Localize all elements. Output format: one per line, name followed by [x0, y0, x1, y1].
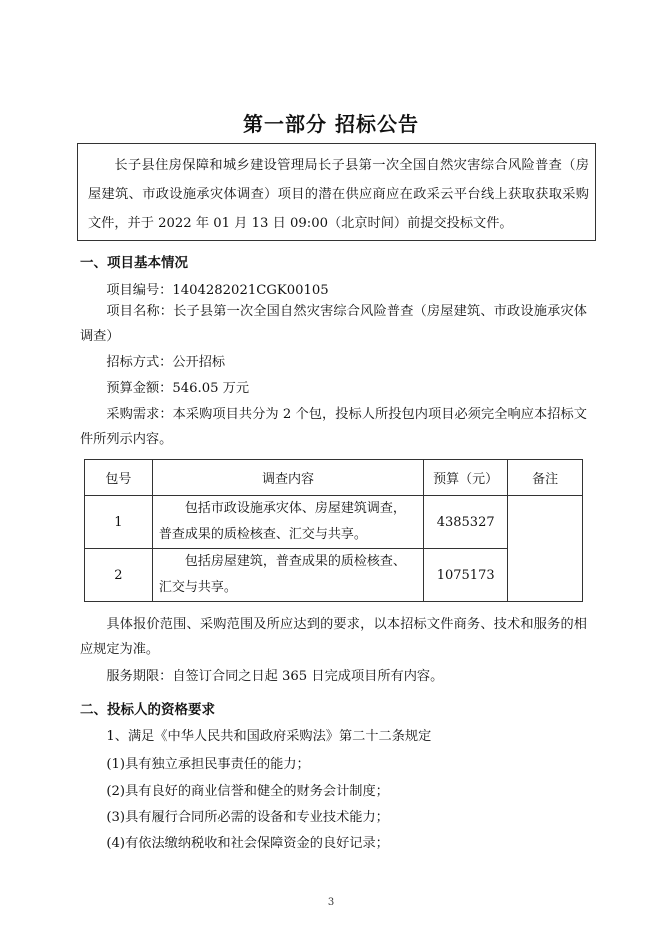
header-remarks: 备注 — [508, 460, 583, 496]
project-name: 项目名称：长子县第一次全国自然灾害综合风险普查（房屋建筑、市政设施承灾体调查） — [80, 304, 587, 344]
budget-cell: 4385327 — [424, 496, 508, 549]
header-content: 调查内容 — [152, 460, 423, 496]
qualification-item: (3)具有履行合同所必需的设备和专业技术能力； — [106, 810, 389, 825]
procurement-demand: 采购需求：本采购项目共分为 2 个包，投标人所投包内项目必须完全响应本招标文件所列示内容。 — [80, 407, 587, 447]
page-title: 第一部分 招标公告 — [243, 112, 419, 136]
qualification-item: (4)有依法缴纳税收和社会保障资金的良好记录； — [106, 836, 389, 851]
section-2-heading: 二、投标人的资格要求 — [80, 702, 215, 718]
service-period: 服务期限：自签订合同之日起 365 日完成项目所有内容。 — [106, 669, 444, 684]
section-1-heading: 一、项目基本情况 — [80, 255, 188, 271]
table-row — [85, 496, 583, 549]
qualification-item: (1)具有独立承担民事责任的能力； — [106, 757, 310, 772]
table-header-row — [85, 460, 583, 496]
qualification-item: 1、满足《中华人民共和国政府采购法》第二十二条规定 — [106, 729, 432, 744]
budget-cell: 1075173 — [424, 549, 508, 602]
content-cell: 包括房屋建筑，普查成果的质检核查、汇交与共享。 — [152, 549, 423, 602]
scope-note: 具体报价范围、采购范围及所应达到的要求，以本招标文件商务、技术和服务的相应规定为准。 — [80, 617, 587, 657]
project-number: 项目编号：1404282021CGK00105 — [106, 283, 329, 298]
header-lot-no: 包号 — [85, 460, 153, 496]
page-number: 3 — [327, 897, 335, 908]
budget-amount: 预算金额：546.05 万元 — [106, 381, 250, 396]
lot-no-cell: 1 — [85, 496, 153, 549]
header-budget: 预算（元） — [424, 460, 508, 496]
remarks-cell — [508, 496, 583, 602]
lots-table — [84, 459, 583, 602]
qualification-item: (2)具有良好的商业信誉和健全的财务会计制度； — [106, 784, 389, 799]
lot-no-cell: 2 — [85, 549, 153, 602]
notice-text: 长子县住房保障和城乡建设管理局长子县第一次全国自然灾害综合风险普查（房屋建筑、市政设施承灾体调查）项目的潜在供应商应在政采云平台线上获取获取采购文件，并于 2022 年 01 月 13 日 09:00（北京时间）前提交投标文件。 — [88, 158, 589, 231]
notice-box — [77, 143, 596, 241]
content-cell: 包括市政设施承灾体、房屋建筑调查，普查成果的质检核查、汇交与共享。 — [152, 496, 423, 549]
procurement-method: 招标方式：公开招标 — [106, 355, 226, 370]
